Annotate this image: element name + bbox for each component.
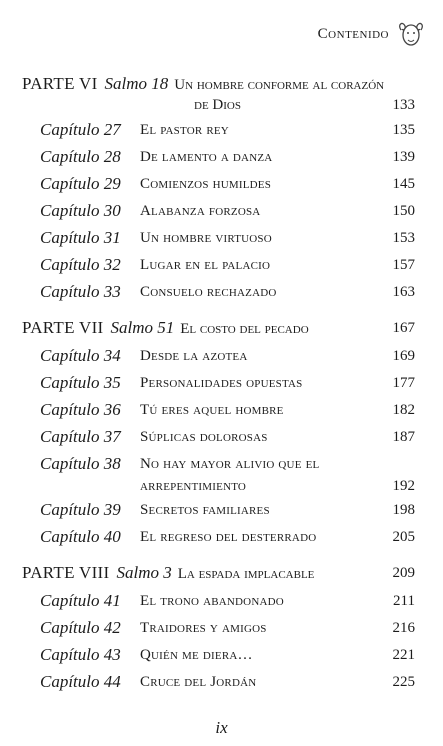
chapter-entry <box>40 201 415 223</box>
page-number: 211 <box>393 593 415 609</box>
chapter-label: Capítulo 34 <box>40 346 121 365</box>
ram-head-ornament-icon <box>395 20 427 48</box>
chapter-title: Desde la azotea <box>140 348 248 364</box>
chapter-title: De lamento a danza <box>140 149 273 165</box>
chapter-entry <box>40 346 415 368</box>
chapter-title: Un hombre virtuoso <box>140 230 272 246</box>
page-number: 139 <box>392 149 415 165</box>
part-label: PARTE VI <box>22 74 98 93</box>
psalm-reference: Salmo 18 <box>104 74 169 93</box>
chapter-entry <box>40 618 415 640</box>
running-head <box>318 20 427 48</box>
page-number: 133 <box>392 97 415 113</box>
chapter-label: Capítulo 42 <box>40 618 121 637</box>
page-number: 225 <box>392 674 415 690</box>
chapter-label: Capítulo 36 <box>40 400 121 419</box>
chapter-entry <box>40 147 415 169</box>
chapter-title-line2: arrepentimiento <box>140 478 247 494</box>
page-folio: ix <box>215 718 228 737</box>
part-label: PARTE VII <box>22 318 104 337</box>
chapter-entry <box>40 645 415 667</box>
chapter-entry <box>40 527 415 549</box>
chapter-label: Capítulo 41 <box>40 591 121 610</box>
chapter-label: Capítulo 32 <box>40 255 121 274</box>
part-heading <box>22 563 415 584</box>
chapter-label: Capítulo 38 <box>40 454 121 473</box>
chapter-entry <box>40 672 415 694</box>
part-title-line2: de Dios <box>194 97 241 113</box>
chapter-entry <box>40 427 415 449</box>
page-number: 167 <box>392 320 415 336</box>
page-number: 135 <box>392 122 415 138</box>
chapter-entry <box>40 255 415 277</box>
chapter-entry <box>40 400 415 422</box>
chapter-entry <box>40 373 415 395</box>
page-number: 221 <box>392 647 415 663</box>
chapter-title: Tú eres aquel hombre <box>140 402 284 418</box>
page-number: 150 <box>392 203 415 219</box>
page-number: 187 <box>392 429 415 445</box>
chapter-title: No hay mayor alivio que el <box>140 456 320 472</box>
page-number: 169 <box>392 348 415 364</box>
part-title: La espada implacable <box>177 566 315 582</box>
page-number: 192 <box>392 478 415 494</box>
page-number: 182 <box>392 402 415 418</box>
chapter-entry <box>40 228 415 250</box>
page-number: 209 <box>392 565 415 581</box>
chapter-title: Cruce del Jordán <box>140 674 257 690</box>
page-number: 198 <box>392 502 415 518</box>
page-number: 216 <box>392 620 415 636</box>
chapter-label: Capítulo 44 <box>40 672 121 691</box>
chapter-label: Capítulo 33 <box>40 282 121 301</box>
chapter-entry <box>40 500 415 522</box>
part-heading <box>22 74 415 115</box>
running-head-title: Contenido <box>317 25 389 42</box>
chapter-label: Capítulo 29 <box>40 174 121 193</box>
chapter-label: Capítulo 37 <box>40 427 121 446</box>
chapter-entry <box>40 591 415 613</box>
part-label: PARTE VIII <box>22 563 110 582</box>
chapter-label: Capítulo 27 <box>40 120 121 139</box>
page-number: 145 <box>392 176 415 192</box>
part-title: Un hombre conforme al corazón <box>174 77 385 93</box>
part-heading <box>22 318 415 339</box>
chapter-label: Capítulo 28 <box>40 147 121 166</box>
psalm-reference: Salmo 3 <box>116 563 172 582</box>
chapter-title: Consuelo rechazado <box>140 284 277 300</box>
chapter-entry <box>40 282 415 304</box>
chapter-title: Personalidades opuestas <box>140 375 303 391</box>
chapter-label: Capítulo 31 <box>40 228 121 247</box>
chapter-label: Capítulo 30 <box>40 201 121 220</box>
chapter-title: El trono abandonado <box>140 593 284 609</box>
chapter-title: Lugar en el palacio <box>140 257 271 273</box>
psalm-reference: Salmo 51 <box>110 318 175 337</box>
chapter-title: Traidores y amigos <box>140 620 267 636</box>
chapter-title: Comienzos humildes <box>140 176 272 192</box>
chapter-title: El regreso del desterrado <box>140 529 317 545</box>
page-number: 177 <box>392 375 415 391</box>
chapter-label: Capítulo 43 <box>40 645 121 664</box>
chapter-label: Capítulo 40 <box>40 527 121 546</box>
page-number: 205 <box>392 529 415 545</box>
chapter-entry <box>40 174 415 196</box>
chapter-entry <box>40 120 415 142</box>
page-number: 163 <box>392 284 415 300</box>
chapter-title: Alabanza forzosa <box>140 203 261 219</box>
chapter-title: El pastor rey <box>140 122 229 138</box>
chapter-title: Quién me diera… <box>140 647 253 663</box>
page-number: 153 <box>392 230 415 246</box>
chapter-label: Capítulo 39 <box>40 500 121 519</box>
chapter-title: Súplicas dolorosas <box>140 429 268 445</box>
chapter-title: Secretos familiares <box>140 502 270 518</box>
page-number: 157 <box>392 257 415 273</box>
chapter-entry <box>40 454 415 498</box>
part-title: El costo del pecado <box>180 321 309 337</box>
chapter-label: Capítulo 35 <box>40 373 121 392</box>
